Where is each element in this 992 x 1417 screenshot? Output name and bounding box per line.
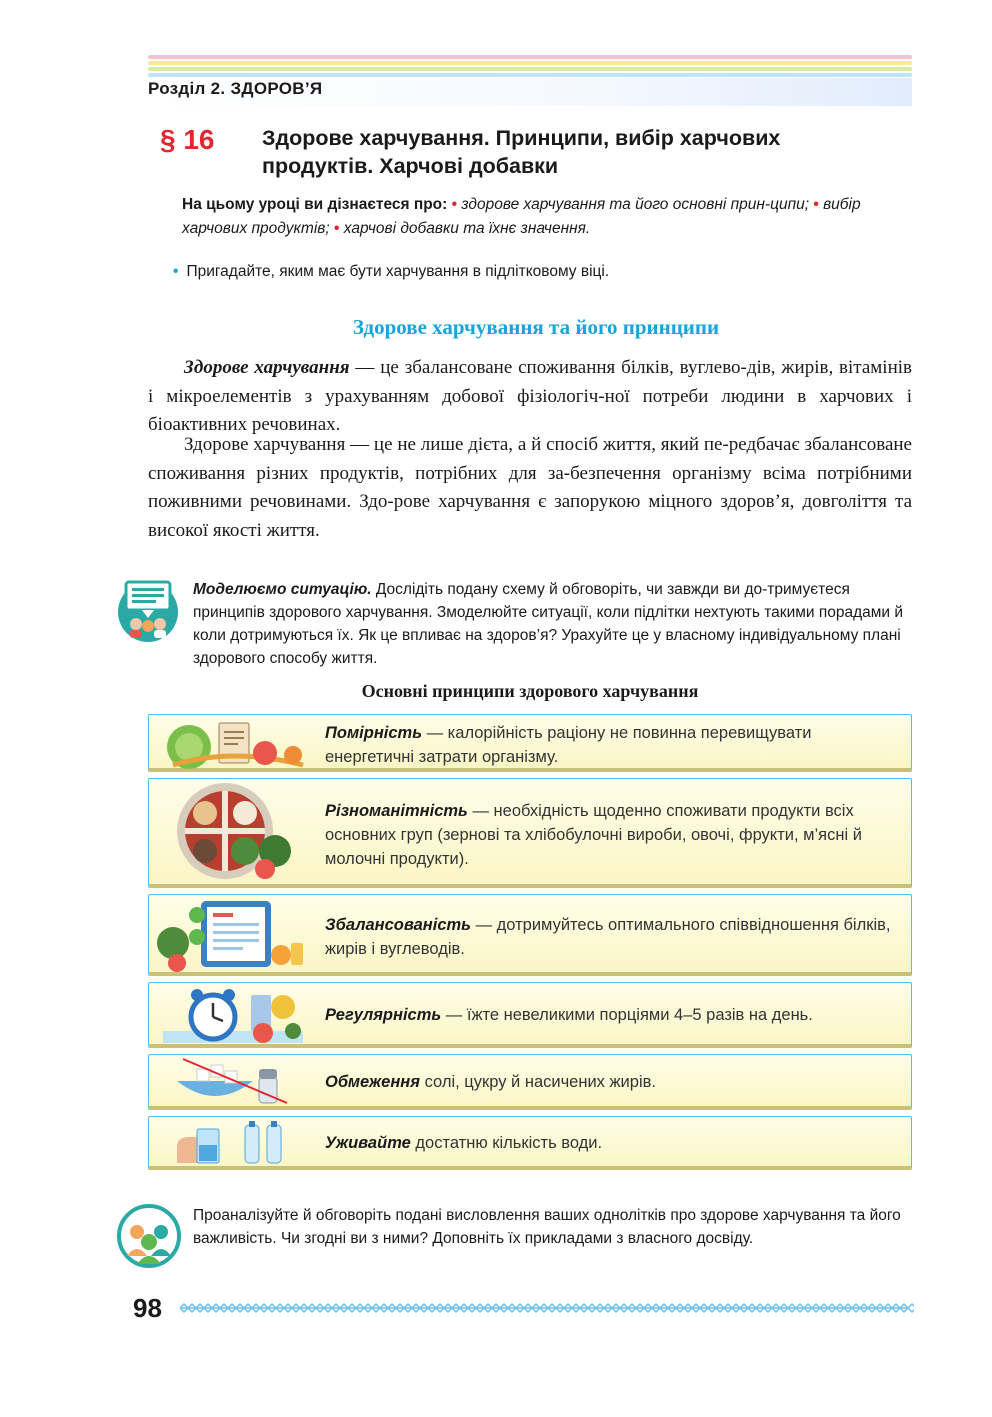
meal-plan-tablet-icon xyxy=(153,897,313,973)
principle-text xyxy=(325,799,903,871)
modeling-task xyxy=(193,578,915,670)
definition-text: — це збалансоване споживання білків, вуглево-дів, жирів, вітамінів і мікроелементів з урахуванням добової фізіологіч-ної потреби людини в харчових і біоактивних речовинах. xyxy=(148,357,912,435)
decorative-footer-line xyxy=(180,1302,914,1314)
paragraph-number: § 16 xyxy=(160,124,215,155)
section-label: Розділ 2. ЗДОРОВ’Я xyxy=(148,79,323,98)
scheme-title: Основні принципи здорового харчування xyxy=(361,681,699,701)
principle-description: достатню кількість води. xyxy=(410,1134,603,1152)
principle-term: Обмеження xyxy=(325,1073,420,1091)
paragraph-text: Здорове харчування — це не лише дієта, а й спосіб життя, який пе-редбачає збалансоване споживання різних продуктів, потрібних для за-безпечення організму всіма потрібними поживними речовинами. Здо-рове харчування є запорукою міцного здоров’я, довголіття та високої якості життя. xyxy=(148,434,912,541)
vegetables-measuring-tape-icon xyxy=(153,717,313,771)
principle-term: Регулярність xyxy=(325,1006,442,1024)
principle-box xyxy=(148,714,912,772)
principle-box xyxy=(148,778,912,888)
principle-text xyxy=(325,721,903,769)
principle-box xyxy=(148,982,912,1048)
bullet: • xyxy=(334,220,340,237)
food-plate-icon xyxy=(153,781,313,885)
water-bottles-icon xyxy=(153,1119,313,1167)
principle-text xyxy=(325,1003,903,1027)
body-paragraph xyxy=(148,354,912,440)
principle-text xyxy=(325,913,903,961)
principle-term: Різноманітність xyxy=(325,802,468,820)
objective-item: вибір харчових продуктів; xyxy=(182,196,861,237)
task-text: Дослідіть подану схему й обговоріть, чи завжди ви до-тримуєтеся принципів здорового харчування. Змоделюйте ситуації, коли підлітки нехтують такими порадами й коли дотримуються їх. Як це впливає на здоров’я? Урахуйте це у власному індивідуальному плані здорового способу життя. xyxy=(193,581,904,667)
principle-term: Помірність xyxy=(325,724,423,742)
principle-term: Уживайте xyxy=(325,1134,411,1152)
objective-item: харчові добавки та їхнє значення. xyxy=(343,220,591,237)
principle-description: — їжте невеликими порціями 4–5 разів на день. xyxy=(441,1006,813,1024)
bullet: • xyxy=(813,196,819,213)
task-lead: Моделюємо ситуацію. xyxy=(193,581,372,598)
page-number: 98 xyxy=(133,1293,162,1323)
principle-box xyxy=(148,1054,912,1110)
principle-description: солі, цукру й насичених жирів. xyxy=(419,1073,656,1091)
principle-term: Збалансованість xyxy=(325,916,471,934)
lesson-title-line: Здорове харчування. Принципи, вибір харчових xyxy=(262,126,781,150)
principle-box xyxy=(148,1116,912,1170)
bullet: • xyxy=(451,196,458,213)
lesson-title-line: продуктів. Харчові добавки xyxy=(262,154,559,178)
body-paragraph xyxy=(148,431,912,545)
bullet: • xyxy=(173,263,179,280)
recall-prompt xyxy=(173,260,609,284)
salt-sugar-crossed-icon xyxy=(153,1057,313,1107)
objective-item: здорове харчування та його основні прин-ципи; xyxy=(461,196,810,213)
lesson-objectives xyxy=(182,193,914,241)
principle-description: — необхідність щоденно споживати продукти всіх основних груп (зернові та хлібобулочні вироби, овочі, фрукти, м’ясні й молочні продукти). xyxy=(325,802,862,868)
principle-text xyxy=(325,1131,903,1155)
principle-description: — дотримуйтесь оптимального співвідношення білків, жирів і вуглеводів. xyxy=(325,916,891,958)
principle-text xyxy=(325,1070,903,1094)
discussion-task: Проаналізуйте й обговоріть подані висловлення ваших однолітків про здорове харчування та його важливість. Чи згодні ви з ними? Доповніть їх прикладами з власного досвіду. xyxy=(193,1207,901,1247)
subheading: Здорове харчування та його принципи xyxy=(352,315,720,339)
speech-bubble-people-icon xyxy=(116,578,180,644)
objectives-lead: На цьому уроці ви дізнаєтеся про: xyxy=(182,196,448,213)
group-discussion-icon xyxy=(117,1204,181,1268)
defined-term: Здорове харчування xyxy=(184,357,350,378)
principle-description: — калорійність раціону не повинна перевищувати енергетичні затрати організму. xyxy=(325,724,812,766)
lesson-title xyxy=(262,124,902,180)
principle-box xyxy=(148,894,912,976)
alarm-clock-food-icon xyxy=(153,985,313,1045)
recall-text: Пригадайте, яким має бути харчування в підлітковому віці. xyxy=(186,263,610,280)
